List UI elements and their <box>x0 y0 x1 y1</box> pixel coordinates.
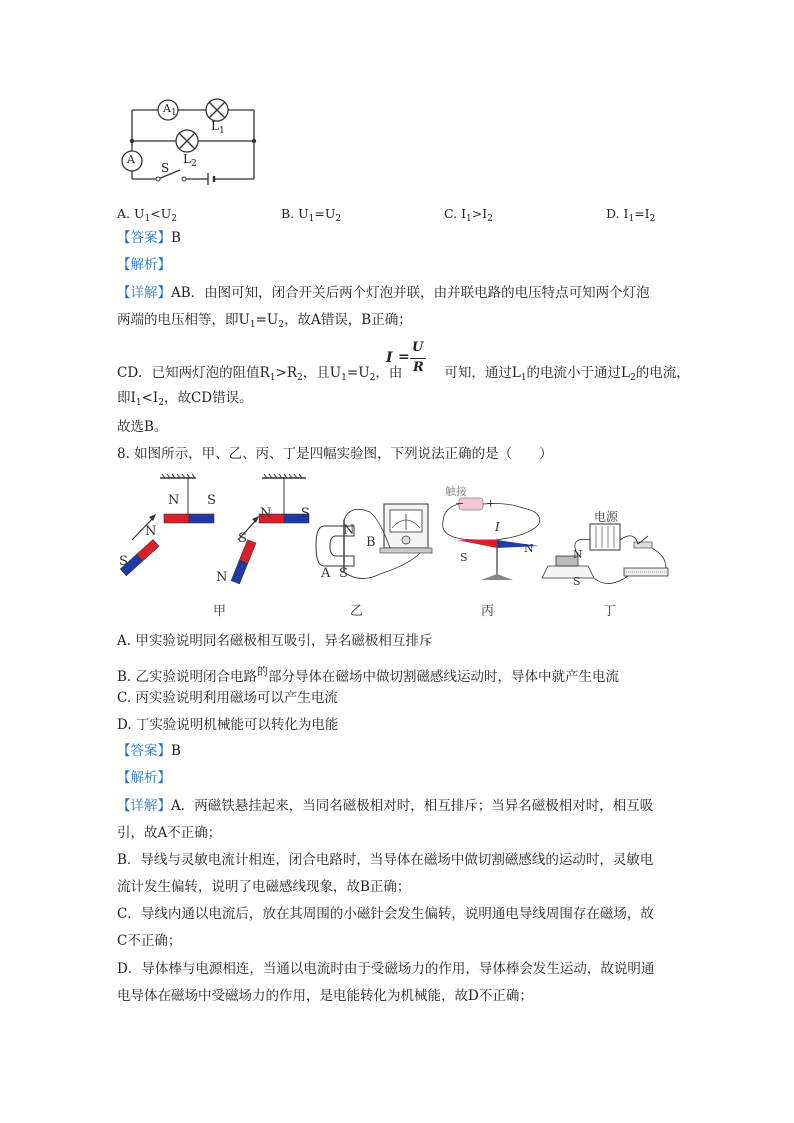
bing-minus-label: − <box>455 497 465 510</box>
yi-b-label: B <box>366 535 376 550</box>
m2-s-label: S <box>301 506 310 521</box>
bing-i-label: I <box>495 520 500 534</box>
yi-a-label: A <box>321 566 331 581</box>
q8-detail-a-2: 引，故A不正确； <box>117 825 222 841</box>
jia-s2-label: S <box>119 554 128 569</box>
q8-detail-c-2: C不正确； <box>117 933 182 949</box>
q7-option-c: C. $I_1>I_2$ <box>444 206 493 224</box>
q8-option-a: A. 甲实验说明同名磁极相互吸引，异名磁极相互排斥 <box>117 633 433 649</box>
yi-s-label: S <box>339 566 348 581</box>
bing-plus-label: + <box>486 497 496 510</box>
yi-n-label: N <box>343 523 355 538</box>
q7-detail-ab-1: 【详解】AB．由图可知，闭合开关后两个灯泡并联，由并联电路的电压特点可知两个灯泡 <box>117 285 650 301</box>
q8-detail-b-1: B．导线与灵敏电流计相连，闭合电路时，当导体在磁场中做切割磁感线的运动时，灵敏电 <box>117 852 654 868</box>
q8-option-c: C. 丙实验说明利用磁场可以产生电流 <box>117 690 338 706</box>
a-label: A <box>127 153 135 166</box>
q7-detail-cd-2: 即$I_1<I_2$，故CD错误。 <box>117 390 253 408</box>
l2-label: $L_2$ <box>183 152 197 169</box>
ohm-formula: I = U R <box>386 340 426 380</box>
m2-s2-label: S <box>238 531 247 546</box>
jia-n2-label: N <box>145 524 157 539</box>
switch-label: S <box>161 161 170 175</box>
lamp-l2-icon <box>176 130 198 152</box>
q8-detail-c-1: C．导线内通以电流后，放在其周围的小磁针会发生偏转，说明通电导线周围存在磁场，故 <box>117 906 654 922</box>
q8-option-b: B. 乙实验说明闭合电路$^的$部分导体在磁场中做切割磁感线运动时，导体中就产生电流 <box>117 665 620 685</box>
q8-analysis-tag: 【解析】 <box>117 770 171 786</box>
q7-option-d: D. $I_1=I_2$ <box>606 206 656 224</box>
a1-label: $A_1$ <box>163 102 177 118</box>
q7-option-a: A. $U_1<U_2$ <box>117 206 177 224</box>
jia-s-label: S <box>207 493 216 508</box>
q7-choose: 故选B。 <box>117 419 168 435</box>
q8-detail-a-1: 【详解】A．两磁铁悬挂起来，当同名磁极相对时，相互排斥；当异名磁极相对时，相互吸 <box>117 798 654 814</box>
q7-detail-cd-1: CD．已知两灯泡的阻值$R_1>R_2$，且$U_1=U_2$，由 可知，通过$L_1$的电流小于通过$L_2$的电流， <box>117 365 690 383</box>
jia-n-label: N <box>168 493 180 508</box>
figure-label-bing: 丙 <box>481 604 495 619</box>
q7-analysis-tag: 【解析】 <box>117 257 171 273</box>
bing-n-label: N <box>524 542 534 555</box>
figure-jia <box>112 472 228 590</box>
l1-label: $L_1$ <box>211 119 225 136</box>
figure-label-ding: 丁 <box>603 604 617 619</box>
bing-touch-label: 触接 <box>445 485 467 498</box>
figure-label-yi: 乙 <box>350 604 364 619</box>
circuit-diagram <box>110 92 270 192</box>
m2-n-label: N <box>260 506 272 521</box>
q8-question: 8. 如图所示，甲、乙、丙、丁是四幅实验图，下列说法正确的是（ ） <box>117 446 553 462</box>
ding-power-label: 电源 <box>594 510 619 524</box>
q7-answer: 【答案】B <box>117 230 181 246</box>
q7-option-b: B. $U_1=U_2$ <box>281 206 342 224</box>
q8-option-d: D. 丁实验说明机械能可以转化为电能 <box>117 717 339 733</box>
ding-n-label: N <box>573 548 583 561</box>
bing-s-label: S <box>460 551 468 564</box>
q8-answer: 【答案】B <box>117 743 181 759</box>
q8-detail-d-1: D．导体棒与电源相连，当通以电流时由于受磁场力的作用，导体棒会发生运动，故说明通 <box>117 961 655 977</box>
q8-detail-d-2: 电导体在磁场中受磁场力的作用，是电能转化为机械能，故D不正确； <box>117 988 533 1004</box>
ding-s-label: S <box>573 575 581 588</box>
q7-detail-ab-2: 两端的电压相等，即$U_1=U_2$，故A错误，B正确； <box>117 312 412 330</box>
q8-detail-b-2: 流计发生偏转，说明了电磁感线现象，故B正确； <box>117 879 411 895</box>
m2-n2-label: N <box>216 570 228 585</box>
lamp-l1-icon <box>206 99 228 121</box>
figure-label-jia: 甲 <box>213 604 227 619</box>
